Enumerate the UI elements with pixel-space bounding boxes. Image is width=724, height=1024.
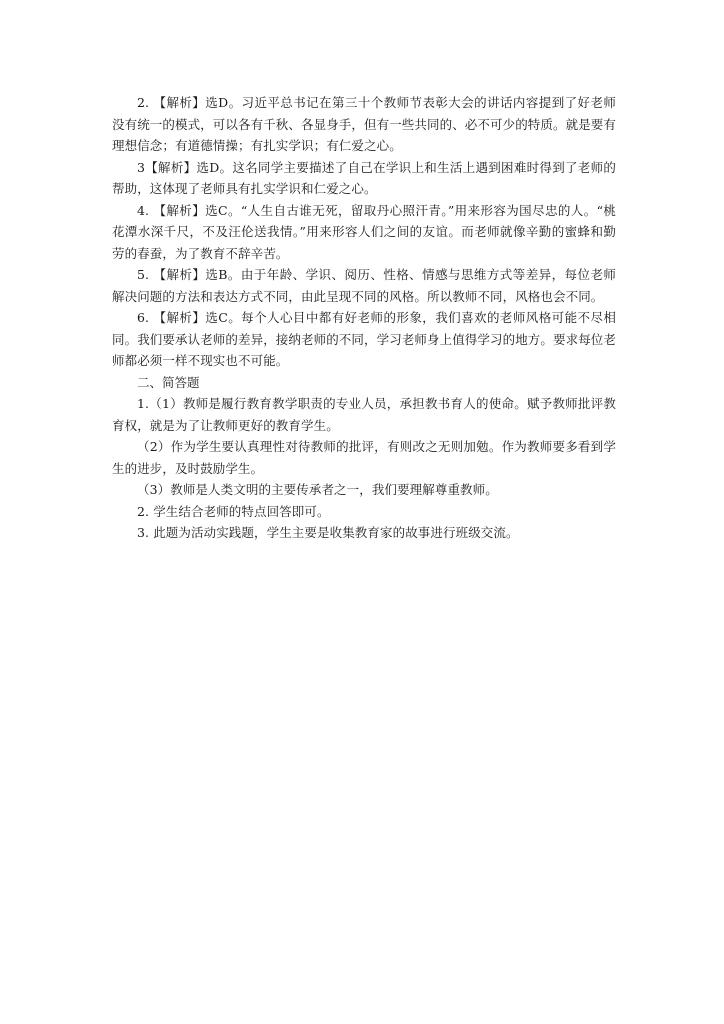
answer-1-part-1: 1.（1）教师是履行教育教学职责的专业人员，承担教书育人的使命。赋予教师批评教育权，就是为了让教师更好的教育学生。 xyxy=(112,396,616,433)
analysis-paragraph-4: 4. 【解析】选C。“人生自古谁无死，留取丹心照汗青。”用来形容为国尽忠的人。“桃花潭水深千尺，不及汪伦送我情。”用来形容人们之间的友谊。而老师就像辛勤的蜜蜂和勤劳的春蚕，为了教育不辞辛苦。 xyxy=(112,202,616,261)
answer-1-part-2: （2）作为学生要认真理性对待教师的批评，有则改之无则加勉。作为教师要多看到学生的进步，及时鼓励学生。 xyxy=(112,439,616,476)
analysis-paragraph-3: 3【解析】选D。这名同学主要描述了自己在学识上和生活上遇到困难时得到了老师的帮助，这体现了老师具有扎实学识和仁爱之心。 xyxy=(112,159,616,196)
analysis-paragraph-5: 5. 【解析】选B。由于年龄、学识、阅历、性格、情感与思维方式等差异，每位老师解决问题的方法和表达方式不同，由此呈现不同的风格。所以教师不同，风格也会不同。 xyxy=(112,267,616,304)
answer-3: 3. 此题为活动实践题，学生主要是收集教育家的故事进行班级交流。 xyxy=(137,525,519,540)
answer-2: 2. 学生结合老师的特点回答即可。 xyxy=(137,503,330,519)
document-page xyxy=(112,92,616,544)
analysis-paragraph-2: 2. 【解析】选D。习近平总书记在第三十个教师节表彰大会的讲话内容提到了好老师没有统一的模式，可以各有千秋、各显身手，但有一些共同的、必不可少的特质。就是要有理想信念；有道德情操；有扎实学识；有仁爱之心。 xyxy=(112,95,617,153)
analysis-paragraph-6: 6. 【解析】选C。每个人心目中都有好老师的形象，我们喜欢的老师风格可能不尽相同。我们要承认老师的差异，接纳老师的不同，学习老师身上值得学习的地方。要求每位老师都必须一样不现实也不可能。 xyxy=(112,310,617,368)
answer-1-part-3: （3）教师是人类文明的主要传承者之一，我们要理解尊重教师。 xyxy=(137,482,498,497)
section-heading: 二、简答题 xyxy=(137,374,200,390)
